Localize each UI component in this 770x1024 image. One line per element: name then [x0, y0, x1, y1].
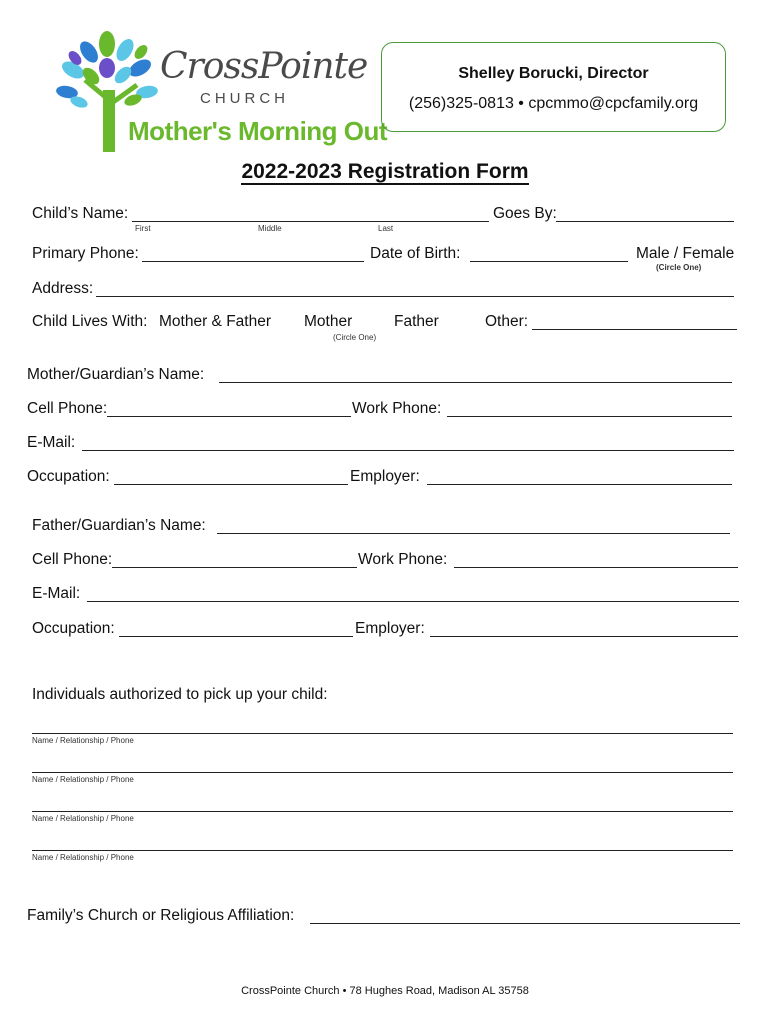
father-email-label: E-Mail:	[32, 585, 81, 602]
mother-name-field[interactable]	[219, 382, 732, 383]
pickup-caption-4: Name / Relationship / Phone	[32, 853, 134, 862]
pickup-field-1[interactable]	[32, 733, 733, 734]
child-name-label: Child’s Name:	[32, 205, 129, 222]
pickup-heading: Individuals authorized to pick up your child:	[32, 686, 328, 703]
goes-by-field[interactable]	[556, 221, 734, 222]
logo-program: Mother's Morning Out	[128, 116, 388, 146]
lives-with-both[interactable]: Mother & Father	[159, 313, 271, 330]
logo-name: CrossPointe	[160, 46, 368, 87]
father-employer-field[interactable]	[430, 636, 738, 637]
mother-email-label: E-Mail:	[27, 434, 76, 451]
affiliation-field[interactable]	[310, 923, 740, 924]
goes-by-label: Goes By:	[493, 205, 557, 222]
first-caption: First	[135, 224, 151, 233]
gender-options[interactable]: Male / Female	[636, 245, 735, 262]
gender-circle-one: (Circle One)	[656, 263, 702, 272]
father-employer-label: Employer:	[355, 620, 425, 637]
address-label: Address:	[32, 280, 94, 297]
mother-employer-label: Employer:	[350, 468, 420, 485]
mother-employer-field[interactable]	[427, 484, 732, 485]
father-email-field[interactable]	[87, 601, 739, 602]
father-occupation-field[interactable]	[119, 636, 353, 637]
last-caption: Last	[378, 224, 394, 233]
mother-name-label: Mother/Guardian’s Name:	[27, 366, 205, 383]
contact-phone-email: (256)325-0813 • cpcmmo@cpcfamily.org	[408, 95, 699, 112]
dob-field[interactable]	[470, 261, 628, 262]
mother-work-field[interactable]	[447, 416, 732, 417]
director-name: Shelley Borucki, Director	[458, 65, 649, 82]
mother-work-label: Work Phone:	[352, 400, 442, 417]
pickup-field-3[interactable]	[32, 811, 733, 812]
logo-church: CHURCH	[200, 90, 289, 107]
father-work-label: Work Phone:	[358, 551, 448, 568]
father-cell-label: Cell Phone:	[32, 551, 113, 568]
mother-occupation-field[interactable]	[114, 484, 348, 485]
pickup-field-4[interactable]	[32, 850, 733, 851]
lives-with-label: Child Lives With:	[32, 313, 148, 330]
father-work-field[interactable]	[454, 567, 738, 568]
mother-email-field[interactable]	[82, 450, 734, 451]
middle-caption: Middle	[258, 224, 282, 233]
pickup-caption-1: Name / Relationship / Phone	[32, 736, 134, 745]
footer-address: CrossPointe Church • 78 Hughes Road, Madison AL 35758	[241, 985, 529, 997]
primary-phone-label: Primary Phone:	[32, 245, 139, 262]
affiliation-label: Family’s Church or Religious Affiliation:	[27, 907, 295, 924]
pickup-caption-3: Name / Relationship / Phone	[32, 814, 134, 823]
lives-with-other-field[interactable]	[532, 329, 737, 330]
father-cell-field[interactable]	[112, 567, 357, 568]
dob-label: Date of Birth:	[370, 245, 461, 262]
pickup-caption-2: Name / Relationship / Phone	[32, 775, 134, 784]
page-title: 2022-2023 Registration Form	[241, 160, 529, 183]
lives-with-mother[interactable]: Mother	[304, 313, 353, 330]
contact-box	[381, 42, 726, 132]
father-name-label: Father/Guardian’s Name:	[32, 517, 206, 534]
mother-cell-field[interactable]	[107, 416, 351, 417]
child-name-field[interactable]	[132, 221, 489, 222]
father-name-field[interactable]	[217, 533, 730, 534]
primary-phone-field[interactable]	[142, 261, 364, 262]
address-field[interactable]	[96, 296, 734, 297]
mother-occupation-label: Occupation:	[27, 468, 110, 485]
lives-with-circle-one: (Circle One)	[333, 333, 377, 342]
lives-with-father[interactable]: Father	[394, 313, 439, 330]
pickup-field-2[interactable]	[32, 772, 733, 773]
lives-with-other-label: Other:	[485, 313, 529, 330]
father-occupation-label: Occupation:	[32, 620, 115, 637]
mother-cell-label: Cell Phone:	[27, 400, 108, 417]
